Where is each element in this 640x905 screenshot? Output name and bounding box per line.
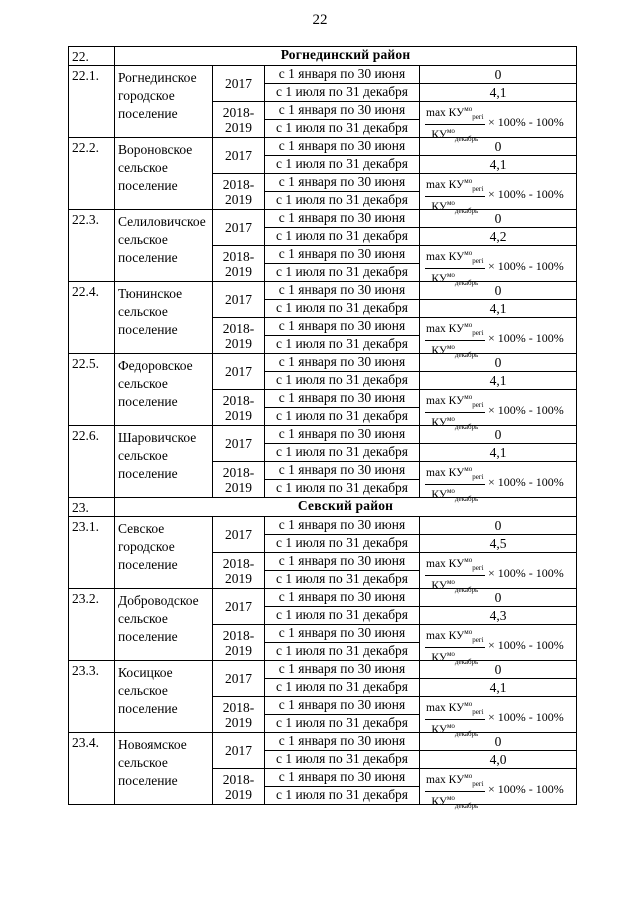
year-2018-2019: 2018- 2019 (213, 174, 265, 210)
period-first-half: с 1 января по 30 июня (265, 697, 420, 715)
formula-fraction: $\max КУ^{мо}_{регі}$ $КУ^{мо}_{декабрь}$ (426, 177, 484, 216)
formula-cell (420, 318, 577, 360)
period-second-half: с 1 июля по 31 декабря (265, 751, 420, 769)
period-first-half: с 1 января по 30 июня (265, 282, 420, 300)
row-number: 22.6. (69, 426, 115, 498)
formula-fraction: $\max КУ^{мо}_{регі}$ $КУ^{мо}_{декабрь}$ (426, 700, 484, 739)
formula-tail: × 100% - 100% (488, 259, 564, 273)
value-index: 4,1 (420, 300, 577, 318)
settlement-name: Вороновское сельское поселение (115, 138, 213, 210)
settlement-name: Косицкое сельское поселение (115, 661, 213, 733)
year-2018-2019: 2018- 2019 (213, 697, 265, 733)
settlement-name: Тюнинское сельское поселение (115, 282, 213, 354)
value-index: 4,0 (420, 751, 577, 769)
period-second-half: с 1 июля по 31 декабря (265, 715, 420, 733)
formula-tail: × 100% - 100% (488, 475, 564, 489)
value-zero: 0 (420, 589, 577, 607)
period-second-half: с 1 июля по 31 декабря (265, 336, 420, 354)
period-first-half: с 1 января по 30 июня (265, 174, 420, 192)
period-first-half: с 1 января по 30 июня (265, 66, 420, 84)
year-2017: 2017 (213, 354, 265, 390)
value-index: 4,1 (420, 84, 577, 102)
year-2018-2019: 2018- 2019 (213, 102, 265, 138)
formula-fraction: $\max КУ^{мо}_{регі}$ $КУ^{мо}_{декабрь}$ (426, 465, 484, 504)
period-second-half: с 1 июля по 31 декабря (265, 228, 420, 246)
row-number: 22.2. (69, 138, 115, 210)
year-2017: 2017 (213, 589, 265, 625)
district-number: 22. (69, 47, 115, 66)
formula-fraction: $\max КУ^{мо}_{регі}$ $КУ^{мо}_{декабрь}$ (426, 249, 484, 288)
formula-fraction: $\max КУ^{мо}_{регі}$ $КУ^{мо}_{декабрь}$ (426, 556, 484, 595)
value-index: 4,5 (420, 535, 577, 553)
value-index: 4,3 (420, 607, 577, 625)
period-first-half: с 1 января по 30 июня (265, 318, 420, 336)
table-row (69, 138, 577, 156)
period-second-half: с 1 июля по 31 декабря (265, 787, 420, 805)
formula-fraction: $\max КУ^{мо}_{регі}$ $КУ^{мо}_{декабрь}$ (426, 772, 484, 811)
table-row (69, 589, 577, 607)
year-2017: 2017 (213, 426, 265, 462)
value-index: 4,1 (420, 372, 577, 390)
tariff-table (68, 46, 577, 811)
value-zero: 0 (420, 733, 577, 751)
settlement-name: Рогнединское городское поселение (115, 66, 213, 138)
table-row (69, 210, 577, 228)
row-number: 23.2. (69, 589, 115, 661)
formula-fraction: $\max КУ^{мо}_{регі}$ $КУ^{мо}_{декабрь}$ (426, 105, 484, 144)
year-2018-2019: 2018- 2019 (213, 462, 265, 498)
table-row (69, 661, 577, 679)
settlement-name: Шаровичское сельское поселение (115, 426, 213, 498)
year-2017: 2017 (213, 282, 265, 318)
settlement-name: Новоямское сельское поселение (115, 733, 213, 805)
district-row (69, 498, 577, 517)
year-2017: 2017 (213, 66, 265, 102)
year-2018-2019: 2018- 2019 (213, 625, 265, 661)
period-second-half: с 1 июля по 31 декабря (265, 571, 420, 589)
value-zero: 0 (420, 354, 577, 372)
period-first-half: с 1 января по 30 июня (265, 517, 420, 535)
value-zero: 0 (420, 66, 577, 84)
period-second-half: с 1 июля по 31 декабря (265, 607, 420, 625)
period-first-half: с 1 января по 30 июня (265, 769, 420, 787)
value-zero: 0 (420, 210, 577, 228)
settlement-name: Доброводское сельское поселение (115, 589, 213, 661)
page-number: 22 (312, 12, 328, 28)
period-second-half: с 1 июля по 31 декабря (265, 264, 420, 282)
formula-cell (420, 246, 577, 288)
formula-fraction: $\max КУ^{мо}_{регі}$ $КУ^{мо}_{декабрь}$ (426, 628, 484, 667)
year-2018-2019: 2018- 2019 (213, 769, 265, 805)
settlement-name: Селиловичское сельское поселение (115, 210, 213, 282)
table-row (69, 733, 577, 751)
value-zero: 0 (420, 661, 577, 679)
district-name: Севский район (115, 498, 577, 517)
formula-tail: × 100% - 100% (488, 331, 564, 345)
value-zero: 0 (420, 517, 577, 535)
formula-cell (420, 390, 577, 432)
year-2017: 2017 (213, 210, 265, 246)
table-row (69, 354, 577, 372)
table-row (69, 66, 577, 84)
period-second-half: с 1 июля по 31 декабря (265, 84, 420, 102)
period-first-half: с 1 января по 30 июня (265, 102, 420, 120)
value-zero: 0 (420, 426, 577, 444)
formula-cell (420, 102, 577, 144)
value-zero: 0 (420, 282, 577, 300)
formula-tail: × 100% - 100% (488, 710, 564, 724)
period-first-half: с 1 января по 30 июня (265, 354, 420, 372)
value-index: 4,1 (420, 679, 577, 697)
period-second-half: с 1 июля по 31 декабря (265, 192, 420, 210)
period-second-half: с 1 июля по 31 декабря (265, 300, 420, 318)
period-first-half: с 1 января по 30 июня (265, 210, 420, 228)
year-2018-2019: 2018- 2019 (213, 553, 265, 589)
period-first-half: с 1 января по 30 июня (265, 390, 420, 408)
period-first-half: с 1 января по 30 июня (265, 426, 420, 444)
period-second-half: с 1 июля по 31 декабря (265, 120, 420, 138)
district-number: 23. (69, 498, 115, 517)
period-second-half: с 1 июля по 31 декабря (265, 408, 420, 426)
year-2017: 2017 (213, 661, 265, 697)
formula-tail: × 100% - 100% (488, 638, 564, 652)
period-first-half: с 1 января по 30 июня (265, 733, 420, 751)
period-first-half: с 1 января по 30 июня (265, 589, 420, 607)
formula-cell (420, 625, 577, 667)
row-number: 22.1. (69, 66, 115, 138)
formula-fraction: $\max КУ^{мо}_{регі}$ $КУ^{мо}_{декабрь}$ (426, 393, 484, 432)
settlement-name: Севское городское поселение (115, 517, 213, 589)
table-row (69, 517, 577, 535)
formula-cell (420, 462, 577, 504)
period-first-half: с 1 января по 30 июня (265, 138, 420, 156)
year-2018-2019: 2018- 2019 (213, 246, 265, 282)
formula-tail: × 100% - 100% (488, 403, 564, 417)
table-row (69, 426, 577, 444)
period-second-half: с 1 июля по 31 декабря (265, 535, 420, 553)
value-index: 4,1 (420, 444, 577, 462)
formula-cell (420, 553, 577, 595)
row-number: 23.4. (69, 733, 115, 805)
settlement-name: Федоровское сельское поселение (115, 354, 213, 426)
year-2018-2019: 2018- 2019 (213, 318, 265, 354)
row-number: 23.1. (69, 517, 115, 589)
row-number: 22.5. (69, 354, 115, 426)
period-second-half: с 1 июля по 31 декабря (265, 679, 420, 697)
row-number: 22.3. (69, 210, 115, 282)
year-2018-2019: 2018- 2019 (213, 390, 265, 426)
value-zero: 0 (420, 138, 577, 156)
period-second-half: с 1 июля по 31 декабря (265, 444, 420, 462)
row-number: 22.4. (69, 282, 115, 354)
value-index: 4,1 (420, 156, 577, 174)
district-name: Рогнединский район (115, 47, 577, 66)
period-first-half: с 1 января по 30 июня (265, 246, 420, 264)
period-first-half: с 1 января по 30 июня (265, 625, 420, 643)
year-2017: 2017 (213, 733, 265, 769)
formula-fraction: $\max КУ^{мо}_{регі}$ $КУ^{мо}_{декабрь}$ (426, 321, 484, 360)
period-first-half: с 1 января по 30 июня (265, 462, 420, 480)
formula-cell (420, 697, 577, 739)
formula-tail: × 100% - 100% (488, 187, 564, 201)
district-row (69, 47, 577, 66)
formula-cell (420, 769, 577, 811)
value-index: 4,2 (420, 228, 577, 246)
period-second-half: с 1 июля по 31 декабря (265, 643, 420, 661)
row-number: 23.3. (69, 661, 115, 733)
formula-tail: × 100% - 100% (488, 566, 564, 580)
formula-cell (420, 174, 577, 216)
period-first-half: с 1 января по 30 июня (265, 661, 420, 679)
formula-tail: × 100% - 100% (488, 782, 564, 796)
formula-tail: × 100% - 100% (488, 115, 564, 129)
year-2017: 2017 (213, 138, 265, 174)
period-second-half: с 1 июля по 31 декабря (265, 156, 420, 174)
year-2017: 2017 (213, 517, 265, 553)
period-second-half: с 1 июля по 31 декабря (265, 480, 420, 498)
period-first-half: с 1 января по 30 июня (265, 553, 420, 571)
period-second-half: с 1 июля по 31 декабря (265, 372, 420, 390)
table-row (69, 282, 577, 300)
